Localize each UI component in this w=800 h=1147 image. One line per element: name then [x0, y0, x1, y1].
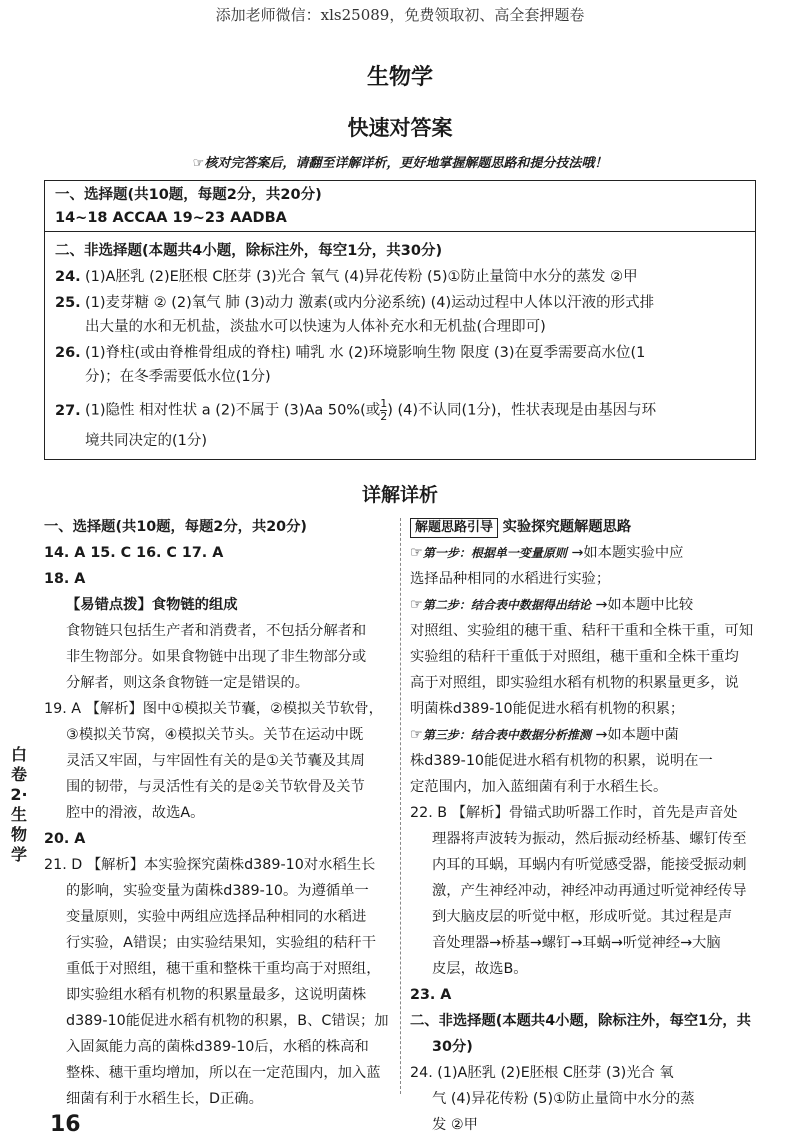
quick-answer-title: 快速对答案 [347, 116, 453, 140]
answer-23: 23. A [410, 987, 452, 1003]
choice-header: 一、选择题(共10题，每题2分，共20分) [55, 187, 322, 203]
watermark: 添加老师微信：xls25089，免费领取初、高全套押题卷 [215, 6, 585, 24]
tip-18: 【易错点拨】食物链的组成 [66, 597, 238, 613]
nonchoice-header: 二、非选择题(本题共4小题，除标注外，每空1分，共30分) [55, 243, 443, 259]
fraction-half: $\frac{1}{2}$ [380, 397, 388, 423]
hand-pointer-icon: ☞ [410, 597, 423, 613]
left-column: 一、选择题(共10题，每题2分，共20分) 14. A 15. C 16. C 17. A 18. A 【易错点拨】食物链的组成 食物链只包括生产者和消费者，不包括分解者和 非生物部分。如果食物链中出现了非生物部分或 分解者，则这条食物链一定是错误的。 19. A 【解析】图中①模拟关节囊，②模拟关节软骨， ③模拟关节窝，④模拟关节头。关节在运动中既 灵活又牢固，与牢固性有关的是①关节囊及其周 围的韧带，与灵活性有关的是②关节软骨及关节 腔中的滑液，故选A。 20. A 21. D 【解析】本实验探究菌株d389-10对水稻生长 的影响，实验变量为菌株d389-10。为遵循单一 变量原则，实验中两组应选择品种相同的水稻进 行实验，A错误；由实验结果知，实验组的秸秆干 重低于对照组，穗干重和整株干重均高于对照组， 即实验组水稻有机物的积累量最多，这说明菌株 d389-10能促进水稻有机物的积累，B、C错误；加 入固氮能力高的菌株d389-10后，水稻的株高和 整株、穗干重均增加，所以在一定范围内，加入蓝 细菌有利于水稻生长，D正确。 [44, 514, 394, 1112]
choice-answer-box [44, 180, 756, 232]
nonchoice-answer-box [44, 232, 756, 460]
step-3: ☞第三步：结合表中数据分析推测 →如本题中菌 [410, 727, 679, 743]
tip-line [0, 152, 800, 171]
guide-header [410, 514, 760, 540]
left-sec1: 一、选择题(共10题，每题2分，共20分) [44, 519, 307, 535]
hand-pointer-icon: ☞ [410, 545, 423, 561]
answer-27-cont: 境共同决定的(1分) [85, 433, 208, 449]
guide-tag: 解题思路引导 [410, 518, 498, 538]
answer-25-cont: 出大量的水和无机盐，淡盐水可以快速为人体补充水和无机盐(合理即可) [85, 319, 546, 335]
side-label: 白卷2·生物学 [10, 745, 28, 864]
hand-pointer-icon: ☞ [410, 727, 423, 743]
hand-pointer-icon: ☞ [192, 156, 205, 171]
answer-24: 24. (1)A胚乳 (2)E胚根 C胚芽 (3)光合 氧气 (4)异花传粉 (5)①防止量筒中水分的蒸发 ②甲 [55, 269, 638, 285]
answer-25: 25. (1)麦芽糖 ② (2)氧气 肺 (3)动力 激素(或内分泌系统) (4)运动过程中人体以汗液的形式排 [55, 295, 655, 311]
answer-20: 20. A [44, 831, 86, 847]
detail-answer-24: 24. (1)A胚乳 (2)E胚根 C胚芽 (3)光合 氧 [410, 1065, 674, 1081]
step-1: ☞第一步：根据单一变量原则 →如本题实验中应 [410, 545, 684, 561]
guide-title: 实验探究题解题思路 [502, 519, 632, 535]
choice-answers: 14~18 ACCAA 19~23 AADBA [55, 210, 287, 226]
answer-19: 19. A 【解析】图中①模拟关节囊，②模拟关节软骨， [44, 701, 383, 717]
answers-14-17: 14. A 15. C 16. C 17. A [44, 545, 224, 561]
answer-27: 27. (1)隐性 相对性状 a (2)不属于 (3)Aa 50%(或 $\frac{1}{2}$ ) (4)不认同(1分)，性状表现是由基因与环 [55, 397, 657, 423]
answer-21: 21. D 【解析】本实验探究菌株d389-10对水稻生长 [44, 857, 376, 873]
step-2: ☞第二步：结合表中数据得出结论 →如本题中比较 [410, 597, 694, 613]
tip-text: 核对完答案后，请翻至详解详析，更好地掌握解题思路和提分技法哦！ [204, 156, 608, 171]
detail-section-title: 详解详析 [361, 484, 438, 506]
answer-26: 26. (1)脊柱(或由脊椎骨组成的脊柱) 哺乳 水 (2)环境影响生物 限度 (3)在夏季需要高水位(1 [55, 345, 646, 361]
column-divider [400, 518, 401, 1094]
answer-22: 22. B 【解析】骨锚式助听器工作时，首先是声音处 [410, 805, 738, 821]
page-number: 16 [50, 1112, 81, 1137]
page-title: 生物学 [366, 65, 433, 90]
right-column: 解题思路引导 实验探究题解题思路 ☞第一步：根据单一变量原则 →如本题实验中应 选择品种相同的水稻进行实验； ☞第二步：结合表中数据得出结论 →如本题中比较 对照组、实验组的穗干重、秸秆干重和全株干重，可知 实验组的秸秆干重低于对照组，穗干重和全株干重均 高于对照组，即实验组水稻有机物的积累量更多，说 明菌株d389-10能促进水稻有机物的积累； ☞第三步：结合表中数据分析推测 →如本题中菌 株d389-10能促进水稻有机物的积累，说明在一 定范围内，加入蓝细菌有利于水稻生长。 22. B 【解析】骨锚式助听器工作时，首先是声音处 理器将声波转为振动，然后振动经桥基、螺钉传至 内耳的耳蜗，耳蜗内有听觉感受器，能接受振动刺 激，产生神经冲动，神经冲动再通过听觉神经传导 到大脑皮层的听觉中枢，形成听觉。其过程是声 音处理器→桥基→螺钉→耳蜗→听觉神经→大脑 皮层，故选B。 23. A 二、非选择题(本题共4小题，除标注外，每空1分，共 30分) 24. (1)A胚乳 (2)E胚根 C胚芽 (3)光合 氧 气 (4)异花传粉 (5)①防止量筒中水分的蒸 发 ②甲 [410, 514, 760, 1138]
answer-26-cont: 分)；在冬季需要低水位(1分) [85, 369, 271, 385]
right-sec2: 二、非选择题(本题共4小题，除标注外，每空1分，共 [410, 1013, 751, 1029]
answer-18: 18. A [44, 571, 86, 587]
